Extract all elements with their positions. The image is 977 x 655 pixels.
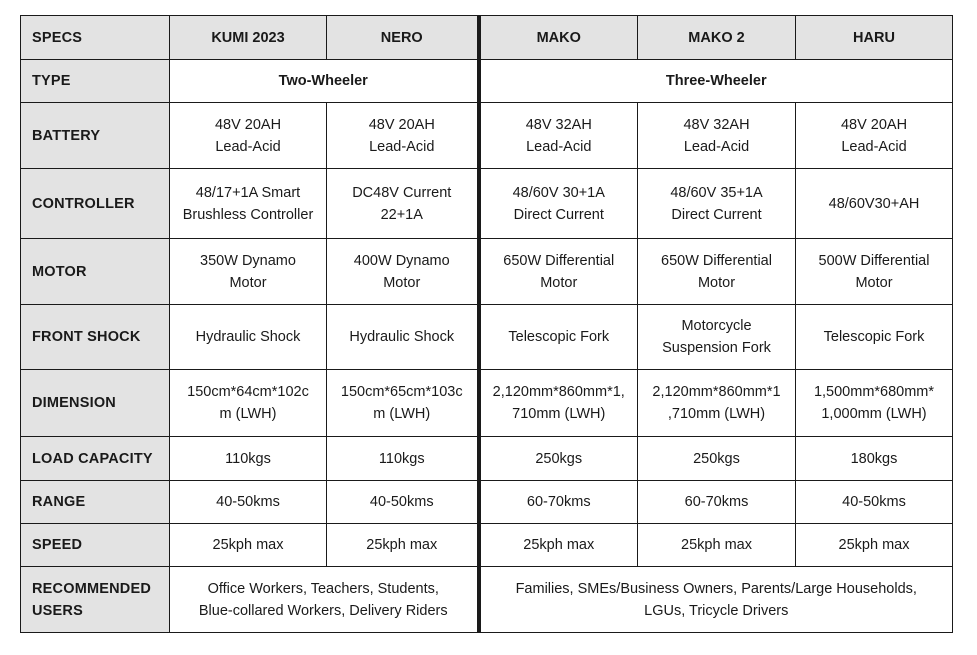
cell-line: Lead-Acid [526, 138, 592, 155]
front-shock-row [21, 305, 953, 370]
cell-line: Hydraulic Shock [349, 329, 455, 345]
battery-cell-mako-2 [638, 103, 796, 169]
cell-line: 25kph max [838, 537, 910, 553]
recommended-three-wheeler [479, 567, 953, 633]
dimension-row [21, 370, 953, 437]
motor-cell-haru [796, 239, 953, 305]
cell-line: 48V 20AH [368, 116, 435, 133]
cell-line: Motor [697, 274, 736, 291]
dimension-cell-mako [479, 370, 638, 437]
type-three-wheeler: Three-Wheeler [479, 60, 953, 103]
recommended-line: Families, SMEs/Business Owners, Parents/Large Households, [515, 580, 917, 597]
cell-line: ,710mm (LWH) [667, 406, 766, 422]
cell-line: 48/17+1A Smart [195, 184, 301, 201]
recommended-label-line: RECOMMENDED [32, 580, 152, 597]
recommended-users-row [21, 567, 953, 633]
load-capacity-row [21, 437, 953, 481]
cell-line: Telescopic Fork [508, 329, 610, 345]
cell-line: Motorcycle [681, 318, 752, 334]
cell-line: 180kgs [850, 450, 898, 467]
range-label: RANGE [21, 481, 170, 524]
cell-line: Suspension Fork [662, 340, 771, 356]
load-capacity-cell-nero [327, 437, 479, 481]
cell-line: Hydraulic Shock [195, 329, 301, 345]
battery-cell-haru [796, 103, 953, 169]
load-capacity-cell-haru [796, 437, 953, 481]
dimension-cell-haru [796, 370, 953, 437]
cell-line: 48/60V30+AH [828, 195, 920, 212]
model-header-kumi-2023: KUMI 2023 [170, 16, 327, 60]
load-capacity-cell-mako-2 [638, 437, 796, 481]
controller-cell-mako [479, 169, 638, 239]
model-header-mako: MAKO [479, 16, 638, 60]
front-shock-cell-kumi-2023 [170, 305, 327, 370]
model-header-mako-2: MAKO 2 [638, 16, 796, 60]
cell-line: Lead-Acid [683, 138, 750, 155]
cell-line: 1,500mm*680mm* [813, 384, 935, 400]
cell-line: Motor [383, 274, 421, 291]
cell-line: Lead-Acid [841, 138, 907, 155]
header-row [21, 16, 953, 60]
recommended-line: Office Workers, Teachers, Students, [207, 580, 439, 597]
load-capacity-cell-mako [479, 437, 638, 481]
cell-line: Telescopic Fork [823, 329, 925, 345]
cell-line: 48V 32AH [683, 116, 750, 133]
front-shock-cell-haru [796, 305, 953, 370]
motor-cell-nero [327, 239, 479, 305]
cell-line: 350W Dynamo [200, 252, 296, 269]
battery-cell-mako [479, 103, 638, 169]
cell-line: 110kgs [378, 450, 425, 467]
dimension-cell-mako-2 [638, 370, 796, 437]
motor-row [21, 239, 953, 305]
cell-line: 60-70kms [526, 494, 591, 510]
load-capacity-cell-kumi-2023 [170, 437, 327, 481]
cell-line: m (LWH) [219, 406, 277, 422]
speed-cell-kumi-2023 [170, 524, 327, 567]
speed-row [21, 524, 953, 567]
cell-line: 25kph max [212, 537, 284, 553]
type-two-wheeler: Two-Wheeler [170, 60, 479, 103]
cell-line: m (LWH) [373, 406, 431, 422]
cell-line: 710mm (LWH) [512, 406, 606, 422]
controller-row [21, 169, 953, 239]
cell-line: 48/60V 35+1A [670, 184, 763, 201]
range-cell-kumi-2023 [170, 481, 327, 524]
cell-line: DC48V Current [352, 184, 452, 201]
speed-cell-mako-2 [638, 524, 796, 567]
controller-label: CONTROLLER [21, 169, 170, 239]
range-cell-mako [479, 481, 638, 524]
motor-cell-mako [479, 239, 638, 305]
model-header-haru: HARU [796, 16, 953, 60]
cell-line: 22+1A [380, 206, 423, 223]
cell-line: Motor [229, 274, 267, 291]
motor-label: MOTOR [21, 239, 170, 305]
cell-line: 400W Dynamo [353, 252, 450, 269]
cell-line: 250kgs [693, 450, 740, 467]
recommended-users-label [21, 567, 170, 633]
recommended-line: LGUs, Tricycle Drivers [644, 602, 789, 619]
specs-header: SPECS [21, 16, 170, 60]
cell-line: 2,120mm*860mm*1, [492, 384, 625, 400]
dimension-cell-kumi-2023 [170, 370, 327, 437]
cell-line: Lead-Acid [215, 138, 281, 155]
cell-line: 2,120mm*860mm*1 [652, 384, 781, 400]
model-header-nero: NERO [327, 16, 479, 60]
speed-cell-nero [327, 524, 479, 567]
cell-line: Brushless Controller [182, 206, 314, 223]
battery-cell-nero [327, 103, 479, 169]
cell-line: 110kgs [225, 450, 271, 467]
cell-line: 48V 20AH [840, 116, 908, 133]
recommended-two-wheeler [170, 567, 479, 633]
speed-label: SPEED [21, 524, 170, 567]
recommended-line: Blue-collared Workers, Delivery Riders [198, 602, 448, 619]
cell-line: 25kph max [681, 537, 752, 553]
cell-line: 40-50kms [369, 494, 434, 510]
cell-line: 150cm*64cm*102c [187, 384, 309, 400]
cell-line: 25kph max [523, 537, 595, 553]
cell-line: Motor [855, 274, 893, 291]
range-cell-mako-2 [638, 481, 796, 524]
specs-table [20, 15, 953, 633]
cell-line: 48V 32AH [525, 116, 592, 133]
motor-cell-kumi-2023 [170, 239, 327, 305]
cell-line: 40-50kms [216, 494, 280, 510]
controller-cell-kumi-2023 [170, 169, 327, 239]
type-row [21, 60, 953, 103]
dimension-cell-nero [327, 370, 479, 437]
cell-line: 60-70kms [684, 494, 749, 510]
battery-label: BATTERY [21, 103, 170, 169]
cell-line: 40-50kms [842, 494, 906, 510]
controller-cell-haru [796, 169, 953, 239]
range-cell-haru [796, 481, 953, 524]
cell-line: Direct Current [513, 206, 604, 223]
cell-line: 48V 20AH [214, 116, 282, 133]
recommended-label-line: USERS [32, 602, 83, 619]
battery-row [21, 103, 953, 169]
controller-cell-nero [327, 169, 479, 239]
cell-line: 1,000mm (LWH) [821, 406, 927, 422]
cell-line: 650W Differential [503, 252, 615, 269]
battery-cell-kumi-2023 [170, 103, 327, 169]
motor-cell-mako-2 [638, 239, 796, 305]
front-shock-cell-nero [327, 305, 479, 370]
cell-line: 250kgs [535, 450, 583, 467]
cell-line: 150cm*65cm*103c [340, 384, 463, 400]
front-shock-label: FRONT SHOCK [21, 305, 170, 370]
type-label: TYPE [21, 60, 170, 103]
front-shock-cell-mako-2 [638, 305, 796, 370]
speed-cell-mako [479, 524, 638, 567]
dimension-label: DIMENSION [21, 370, 170, 437]
front-shock-cell-mako [479, 305, 638, 370]
controller-cell-mako-2 [638, 169, 796, 239]
cell-line: Motor [540, 274, 578, 291]
load-capacity-label: LOAD CAPACITY [21, 437, 170, 481]
cell-line: 48/60V 30+1A [512, 184, 605, 201]
cell-line: 650W Differential [661, 252, 772, 269]
cell-line: Lead-Acid [369, 138, 435, 155]
speed-cell-haru [796, 524, 953, 567]
cell-line: 25kph max [366, 537, 438, 553]
range-row [21, 481, 953, 524]
range-cell-nero [327, 481, 479, 524]
cell-line: 500W Differential [818, 252, 930, 269]
cell-line: Direct Current [671, 206, 762, 223]
